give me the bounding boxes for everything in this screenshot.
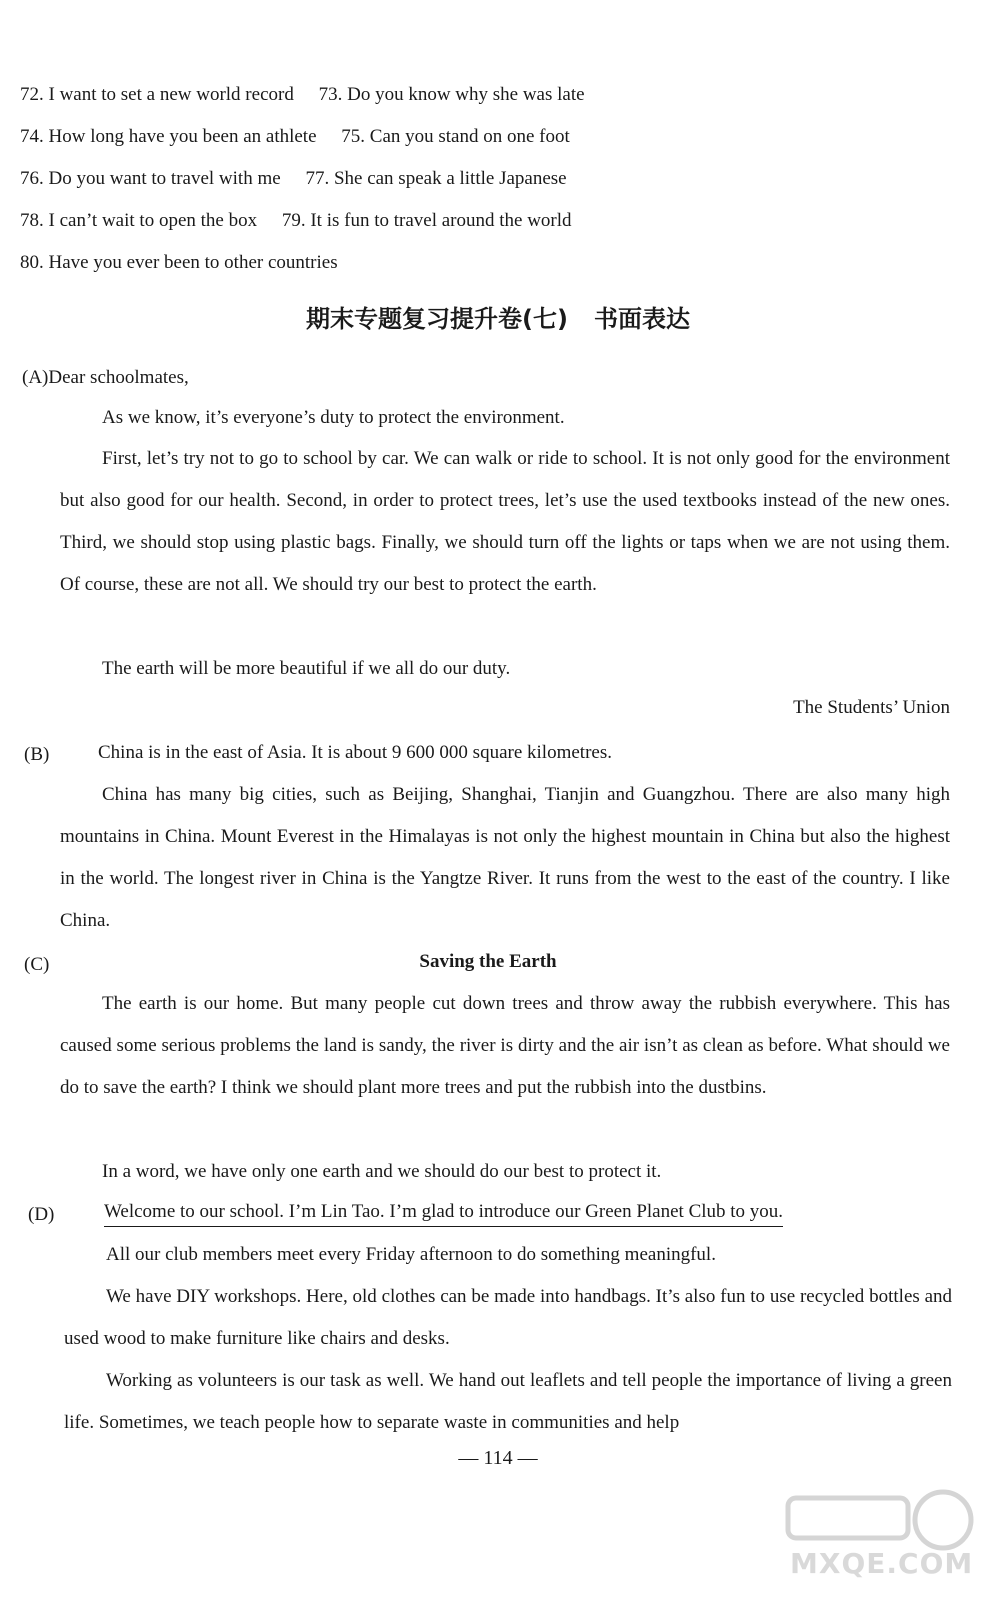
answer-72: 72. I want to set a new world record — [20, 84, 294, 105]
essay-b-paragraph-2: China has many big cities, such as Beijing, Shanghai, Tianjin and Guangzhou. There are also many high mountains in China. Mount Everest in the Himalayas is not only the highest mountain in China but also the highest in the world. The longest river in China is the Yangtze River. It runs from the west to the east of the country. I like China. — [60, 784, 950, 931]
answer-74: 74. How long have you been an athlete — [20, 126, 317, 147]
answer-row-2 — [20, 125, 570, 149]
essay-d-paragraph-1: All our club members meet every Friday afternoon to do something meaningful. — [106, 1244, 716, 1265]
section-title-main: 期末专题复习提升卷(七) — [306, 305, 568, 333]
answer-77: 77. She can speak a little Japanese — [305, 168, 567, 189]
section-title-sub: 书面表达 — [593, 305, 690, 333]
essay-a-label: (A) — [22, 367, 49, 388]
page-number: — 114 — — [458, 1447, 538, 1469]
essay-a-paragraph-3: The earth will be more beautiful if we all do our duty. — [102, 658, 511, 679]
essay-b-paragraph-1: China is in the east of Asia. It is about 9 600 000 square kilometres. — [98, 742, 612, 763]
answer-row-3 — [20, 167, 567, 191]
answer-79: 79. It is fun to travel around the world — [281, 210, 572, 231]
essay-c-title: Saving the Earth — [419, 951, 557, 972]
essay-a-paragraph-2: First, let’s try not to go to school by car. We can walk or ride to school. It is not only good for the environment but also good for our health. Second, in order to protect trees, let’s use the used textbooks instead of the new ones. Third, we should stop using plastic bags. Finally, we should turn off the lights or taps when we are not using them. Of course, these are not all. We should try our best to protect the earth. — [60, 448, 950, 595]
essay-c-paragraph-1: The earth is our home. But many people cut down trees and throw away the rubbish everywhere. This has caused some serious problems the land is sandy, the river is dirty and the air isn’t as clean as before. What should we do to save the earth? I think we should plant more trees and put the rubbish into the dustbins. — [60, 993, 950, 1098]
essay-d-intro-underlined: Welcome to our school. I’m Lin Tao. I’m glad to introduce our Green Planet Club to you. — [104, 1200, 783, 1227]
answer-row-5 — [20, 251, 338, 275]
section-title — [0, 303, 996, 335]
answer-76: 76. Do you want to travel with me — [20, 168, 281, 189]
answer-73: 73. Do you know why she was late — [318, 84, 585, 105]
essay-c-paragraph-2: In a word, we have only one earth and we should do our best to protect it. — [102, 1161, 662, 1182]
essay-d-label: (D) — [28, 1204, 55, 1225]
answer-80: 80. Have you ever been to other countries — [20, 252, 338, 273]
essay-d-paragraph-3: Working as volunteers is our task as well. We hand out leaflets and tell people the importance of living a green life. Sometimes, we teach people how to separate waste in communities and help — [64, 1370, 952, 1433]
essay-a-block-label — [22, 366, 189, 390]
answer-row-1 — [20, 83, 585, 107]
answer-row-4 — [20, 209, 572, 233]
answer-75: 75. Can you stand on one foot — [341, 126, 570, 147]
watermark-text: MXQE.COM — [790, 1547, 974, 1580]
watermark-logo — [768, 1480, 978, 1590]
essay-d-paragraph-2: We have DIY workshops. Here, old clothes can be made into handbags. It’s also fun to use recycled bottles and used wood to make furniture like chairs and desks. — [64, 1286, 952, 1349]
essay-a-paragraph-1: As we know, it’s everyone’s duty to protect the environment. — [102, 407, 565, 428]
essay-c-label: (C) — [24, 954, 50, 975]
essay-a-salutation: Dear schoolmates, — [48, 367, 189, 388]
answer-78: 78. I can’t wait to open the box — [20, 210, 258, 231]
essay-a-signature: The Students’ Union — [793, 697, 950, 718]
essay-b-label: (B) — [24, 744, 50, 765]
